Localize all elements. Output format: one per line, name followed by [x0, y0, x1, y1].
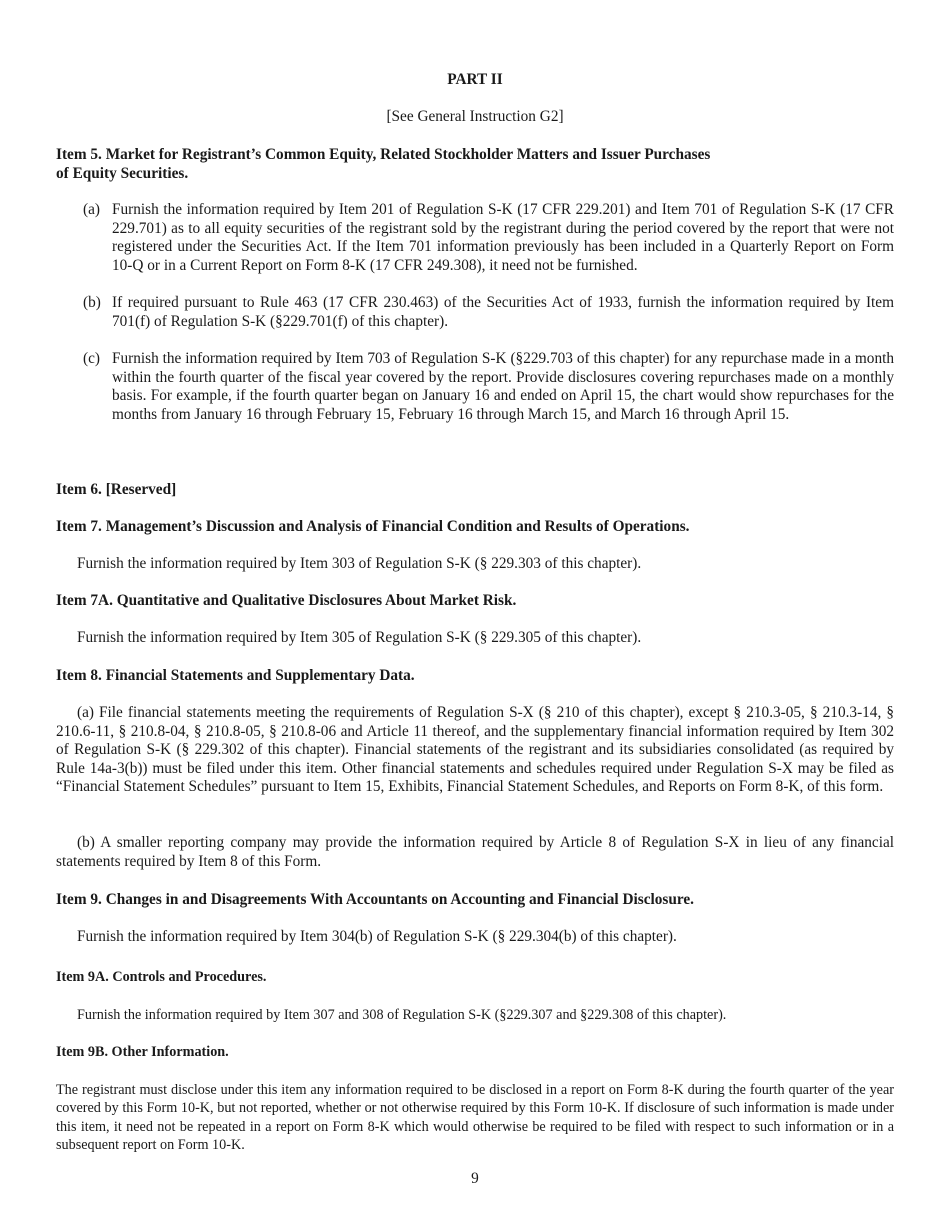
list-item-text: If required pursuant to Rule 463 (17 CFR 230.463) of the Securities Act of 1933, furnish the information required by Item 701(f) of Regulation S-K (§229.701(f) of this chapter).: [112, 294, 894, 330]
item6-heading: Item 6. [Reserved]: [56, 481, 177, 498]
list-item-text: Furnish the information required by Item 201 of Regulation S-K (17 CFR 229.201) and Item 701 of Regulation S-K (17 CFR 229.701) as to all equity securities of the registrant sold by the registrant during the period covered by the report that were not registered under the Securities Act. If the Item 701 information previously has been included in a Quarterly Report on Form 10-Q or in a Current Report on Form 8-K (17 CFR 249.308), it need not be furnished.: [112, 201, 894, 274]
list-marker: (a): [83, 201, 100, 218]
page-number: 9: [471, 1170, 479, 1187]
item9a-heading: Item 9A. Controls and Procedures.: [56, 969, 267, 985]
item8-paragraph-a: (a) File financial statements meeting the requirements of Regulation S-X (§ 210 of this chapter), except § 210.3-05, § 210.3-14, § 210.6-11, § 210.8-04, § 210.8-05, § 210.8-06 and Article 11 thereof, and the supplementary financial information required by Item 302 of Regulation S-K (§ 229.302 of this chapter). Financial statements of the registrant and its subsidiaries consolidated (as required by Rule 14a-3(b)) must be filed under this item. Other financial statements and schedules required under Regulation S-X may be filed as “Financial Statement Schedules” pursuant to Item 15, Exhibits, Financial Statement Schedules, and Reports on Form 8-K, of this form.: [56, 704, 894, 796]
item5-list-item-c: [83, 350, 894, 424]
item7a-heading: Item 7A. Quantitative and Qualitative Disclosures About Market Risk.: [56, 592, 517, 609]
item9b-heading: Item 9B. Other Information.: [56, 1044, 229, 1060]
item8-heading: Item 8. Financial Statements and Supplementary Data.: [56, 667, 415, 684]
general-instruction: [See General Instruction G2]: [386, 108, 564, 125]
item7-heading: Item 7. Management’s Discussion and Analysis of Financial Condition and Results of Operations.: [56, 518, 690, 535]
part-title: PART II: [447, 71, 503, 88]
item5-heading: [56, 146, 894, 183]
item7-text: Furnish the information required by Item 303 of Regulation S-K (§ 229.303 of this chapter).: [77, 555, 642, 572]
item9-text: Furnish the information required by Item 304(b) of Regulation S-K (§ 229.304(b) of this chapter).: [77, 928, 677, 945]
item7a-text: Furnish the information required by Item 305 of Regulation S-K (§ 229.305 of this chapter).: [77, 629, 642, 646]
list-item-text: Furnish the information required by Item 703 of Regulation S-K (§229.703 of this chapter) for any repurchase made in a month within the fourth quarter of the fiscal year covered by the report. Provide disclosures covering repurchases made on a monthly basis. For example, if the fourth quarter began on January 16 and ended on April 15, the chart would show repurchases for the months from January 16 through February 15, February 16 through March 15, and March 16 through April 15.: [112, 350, 894, 423]
list-marker: (b): [83, 294, 101, 311]
item5-list-item-a: [83, 201, 894, 275]
item5-list-item-b: [83, 294, 894, 331]
item8-paragraph-b: (b) A smaller reporting company may provide the information required by Article 8 of Regulation S-X in lieu of any financial statements required by Item 8 of this Form.: [56, 834, 894, 870]
item9-heading: Item 9. Changes in and Disagreements With Accountants on Accounting and Financial Disclosure.: [56, 891, 695, 908]
item9b-text: The registrant must disclose under this item any information required to be disclosed in a report on Form 8-K during the fourth quarter of the year covered by this Form 10-K, but not reported, whether or not otherwise required by this Form 10-K. If disclosure of such information is made under this item, it need not be repeated in a report on Form 8-K which would otherwise be required to be filed with respect to such information or in a subsequent report on Form 10-K.: [56, 1082, 894, 1154]
item5-heading-line1: Item 5. Market for Registrant’s Common Equity, Related Stockholder Matters and Issuer Purchases: [56, 146, 711, 163]
item9a-text: Furnish the information required by Item 307 and 308 of Regulation S-K (§229.307 and §229.308 of this chapter).: [77, 1007, 727, 1023]
list-marker: (c): [83, 350, 100, 367]
item5-heading-line2: of Equity Securities.: [56, 164, 189, 182]
